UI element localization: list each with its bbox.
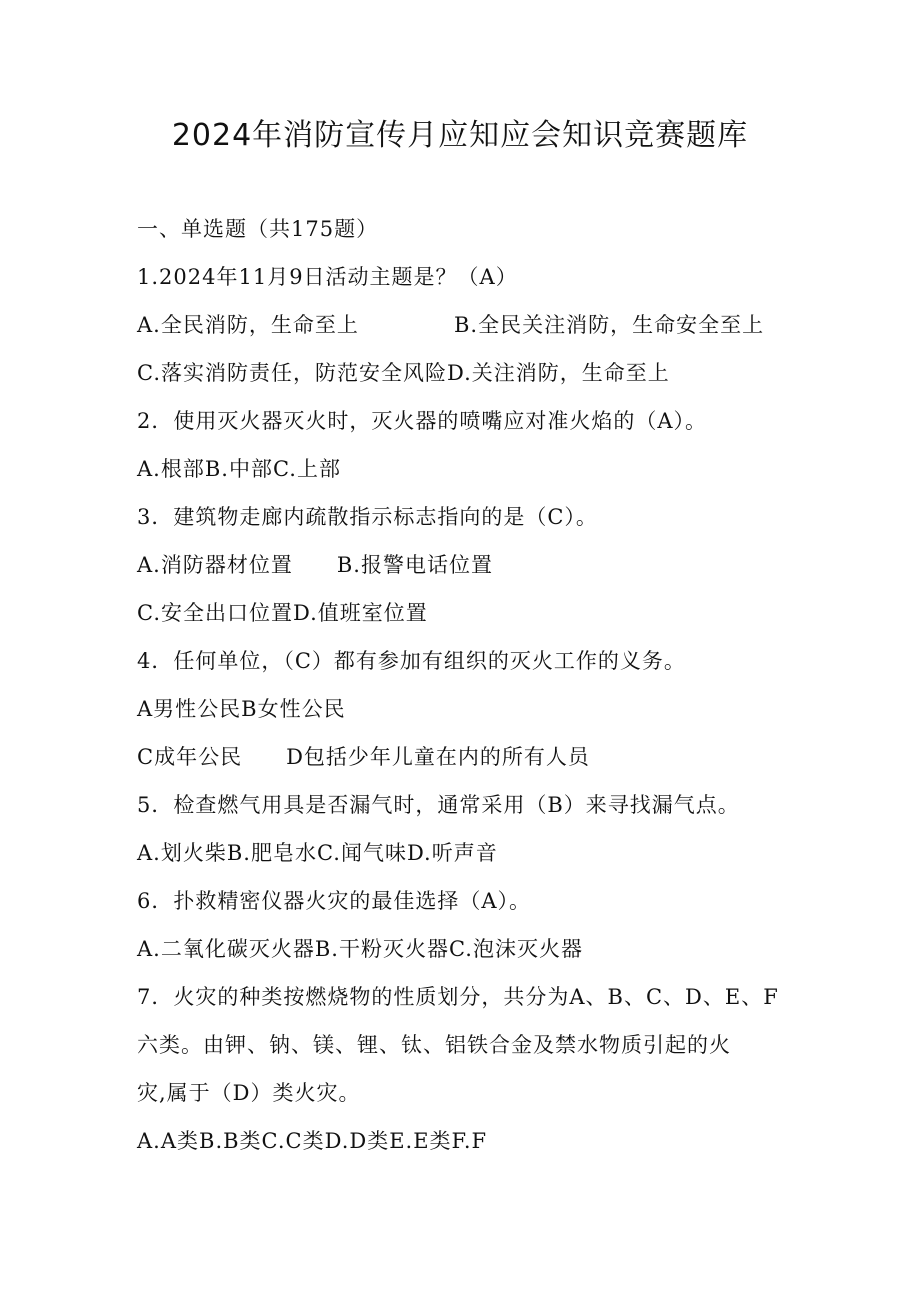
- question-2-options: A.根部B.中部C.上部: [137, 457, 341, 481]
- question-3-options-ab: A.消防器材位置 B.报警电话位置: [137, 553, 493, 577]
- question-5-text: 5．检查燃气用具是否漏气时，通常采用（B）来寻找漏气点。: [137, 793, 740, 817]
- question-5-options: A.划火柴B.肥皂水C.闻气味D.听声音: [137, 841, 498, 865]
- document-title: 2024年消防宣传月应知应会知识竞赛题库: [171, 118, 749, 153]
- section-heading: 一、单选题（共175题）: [137, 217, 379, 241]
- question-4-options-cd: C成年公民 D包括少年儿童在内的所有人员: [137, 745, 590, 769]
- question-1-options-cd: C.落实消防责任，防范安全风险D.关注消防，生命至上: [137, 361, 670, 385]
- question-1-option-a: A.全民消防，生命至上: [137, 313, 359, 337]
- question-1-option-b: B.全民关注消防，生命安全至上: [454, 313, 765, 337]
- question-1-text: 1.2024年11月9日活动主题是？（A）: [137, 265, 518, 289]
- question-7-options: A.A类B.B类C.C类D.D类E.E类F.F: [137, 1129, 488, 1153]
- question-6-options: A.二氧化碳灭火器B.干粉灭火器C.泡沫灭火器: [137, 937, 583, 961]
- question-7-text-line-3: 灾,属于（D）类火灾。: [137, 1081, 361, 1105]
- question-3-options-cd: C.安全出口位置D.值班室位置: [137, 601, 428, 625]
- question-7-text-line-2: 六类。由钾、钠、镁、锂、钛、铝铁合金及禁水物质引起的火: [137, 1033, 731, 1057]
- question-7-text-line-1: 7．火灾的种类按燃烧物的性质划分，共分为A、B、C、D、E、F: [137, 985, 779, 1009]
- question-4-options-ab: A男性公民B女性公民: [137, 697, 346, 721]
- question-3-text: 3．建筑物走廊内疏散指示标志指向的是（C）。: [137, 505, 598, 529]
- question-4-text: 4．任何单位，（C）都有参加有组织的灭火工作的义务。: [137, 649, 686, 673]
- question-6-text: 6．扑救精密仪器火灾的最佳选择（A）。: [137, 889, 532, 913]
- question-2-text: 2．使用灭火器灭火时，灭火器的喷嘴应对准火焰的（A）。: [137, 409, 708, 433]
